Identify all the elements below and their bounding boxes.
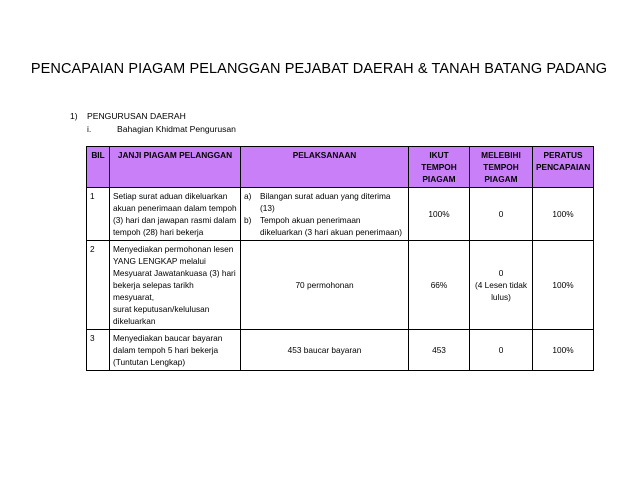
cell-peratus: 100% (533, 188, 594, 241)
cell-melebihi-tempoh: 0 (470, 330, 533, 371)
header-ikut-tempoh: IKUT TEMPOH PIAGAM (409, 147, 470, 188)
cell-pelaksanaan: 70 permohonan (241, 241, 409, 330)
section-heading (70, 111, 186, 121)
table-row (87, 330, 594, 371)
cell-peratus: 100% (533, 330, 594, 371)
subsection-heading (87, 124, 236, 134)
cell-melebihi-tempoh: 0 (4 Lesen tidak lulus) (470, 241, 533, 330)
table-row (87, 188, 594, 241)
cell-pelaksanaan (241, 188, 409, 241)
header-pelaksanaan: PELAKSANAAN (241, 147, 409, 188)
cell-janji: Menyediakan baucar bayaran dalam tempoh 5 hari bekerja (Tuntutan Lengkap) (110, 330, 241, 371)
cell-bil: 2 (87, 241, 110, 330)
cell-janji: Setiap surat aduan dikeluarkan akuan penerimaan dalam tempoh (3) hari dan jawapan rasmi dalam tempoh (28) hari bekerja (110, 188, 241, 241)
cell-bil: 1 (87, 188, 110, 241)
header-bil: BIL (87, 147, 110, 188)
table-header-row (87, 147, 594, 188)
cell-ikut-tempoh: 453 (409, 330, 470, 371)
header-melebihi-tempoh: MELEBIHI TEMPOH PIAGAM (470, 147, 533, 188)
cell-ikut-tempoh: 100% (409, 188, 470, 241)
cell-pelaksanaan: 453 baucar bayaran (241, 330, 409, 371)
cell-melebihi-tempoh: 0 (470, 188, 533, 241)
header-janji: JANJI PIAGAM PELANGGAN (110, 147, 241, 188)
charter-table (86, 146, 594, 371)
table-row (87, 241, 594, 330)
cell-bil: 3 (87, 330, 110, 371)
list-item: a) Bilangan surat aduan yang diterima (13) (244, 191, 391, 213)
cell-janji: Menyediakan permohonan lesen YANG LENGKAP melalui Mesyuarat Jawatankuasa (3) hari bekerja selepas tarikh mesyuarat, surat keputusan/kelulusan dikeluarkan (110, 241, 241, 330)
section-label: PENGURUSAN DAERAH (87, 111, 186, 121)
cell-ikut-tempoh: 66% (409, 241, 470, 330)
list-item: b) Tempoh akuan penerimaan dikeluarkan (3 hari akuan penerimaan) (244, 215, 403, 237)
section-number: 1) (70, 111, 78, 121)
subsection-label: Bahagian Khidmat Pengurusan (117, 124, 236, 134)
header-peratus: PERATUS PENCAPAIAN (533, 147, 594, 188)
cell-peratus: 100% (533, 241, 594, 330)
subsection-number: i. (87, 124, 92, 134)
page-title: PENCAPAIAN PIAGAM PELANGGAN PEJABAT DAERAH & TANAH BATANG PADANG (30, 61, 608, 77)
